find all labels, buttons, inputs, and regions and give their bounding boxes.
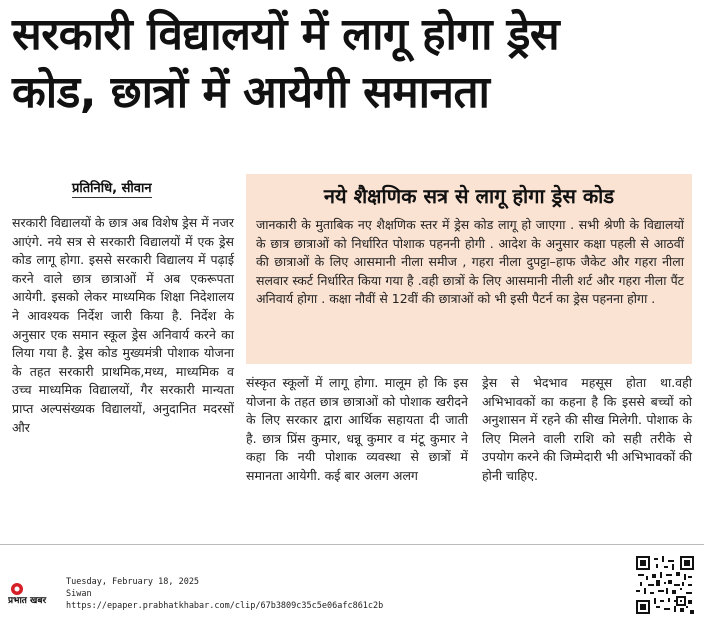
qr-code-icon	[636, 556, 694, 614]
headline-line-2: कोड, छात्रों में आयेगी समानता	[12, 67, 490, 118]
article-column-1: सरकारी विद्यालयों के छात्र अब विशेष ड्रेस में नजर आएंगे. नये सत्र से सरकारी विद्यालयों में एक ड्रेस कोड लागू होगा. इससे सरकारी विद्यालय में पढ़ाई करने वाले छात्र छात्राओं में अब एकरूपता आयेगी. इसको लेकर माध्यमिक शिक्षा निदेशालय ने आवश्यक निर्देश जारी किया है. निर्देश के अनुसार एक समान स्कूल ड्रेस अनिवार्य करने का लिया गया है. ड्रेस कोड मुख्यमंत्री पोशाक योजना के तहत सरकारी प्राथमिक,मध्य, माध्यमिक व उच्च माध्यमिक विद्यालयों, गैर सरकारी मान्यता प्राप्त अल्पसंख्यक विद्यालयों, अनुदानित मदरसों और	[12, 215, 234, 435]
highlight-title: नये शैक्षणिक सत्र से लागू होगा ड्रेस कोड	[323, 184, 615, 208]
headline-line-1: सरकारी विद्यालयों में लागू होगा ड्रेस	[12, 9, 560, 60]
logo-text: प्रभात खबर	[8, 596, 47, 606]
article-column-3: ड्रेस से भेदभाव महसूस होता था.वही अभिभावकों का कहना है कि इससे बच्चों को अनुशासन में रहने की सीख मिलेगी. पोशाक के लिए मिलने वाली राशि को सही तरीके से उपयोग करने की जिम्मेदारी भी अभिभावकों की होनी चाहिए.	[482, 375, 693, 483]
footer-meta	[66, 576, 383, 612]
headline	[12, 6, 692, 122]
footer-divider	[0, 544, 704, 545]
footer-edition: Siwan	[66, 589, 92, 599]
footer-url[interactable]: https://epaper.prabhatkhabar.com/clip/67b3809c35c5e06afc861c2b	[66, 601, 384, 611]
prabhat-khabar-logo	[8, 580, 60, 606]
footer-date: Tuesday, February 18, 2025	[66, 577, 200, 587]
highlight-box	[246, 174, 692, 364]
byline: प्रतिनिधि, सीवान	[72, 178, 152, 198]
article-column-2: संस्कृत स्कूलों में लागू होगा. मालूम हो कि इस योजना के तहत छात्र छात्राओं को पोशाक खरीदने के लिए सरकार द्वारा आर्थिक सहायता दी जाती है. छात्र प्रिंस कुमार, धन्नू कुमार व मंटू कुमार ने कहा कि नयी पोशाक व्यवस्था से छात्रों में समानता आयेगी. कई बार अलग अलग	[246, 375, 468, 483]
highlight-body: जानकारी के मुताबिक नए शैक्षणिक स्तर में ड्रेस कोड लागू हो जाएगा . सभी श्रेणी के विद्यालयों के छात्र छात्राओं को निर्धारित पोशाक पहननी होगी . आदेश के अनुसार कक्षा पहली से आठवीं की छात्राओं के लिए आसमानी नीला समीज , गहरा नीला दुपट्टा–हाफ जैकेट और गहरा नीला सलवार स्कर्ट निर्धारित किया गया है .वही छात्रों के लिए आसमानी नीली शर्ट और गहरा नीला पैंट अनिवार्य होगा . कक्षा नौवीं से 12वीं की छात्राओं को भी इसी पैटर्न का ड्रेस पहनना होगा .	[256, 217, 684, 306]
